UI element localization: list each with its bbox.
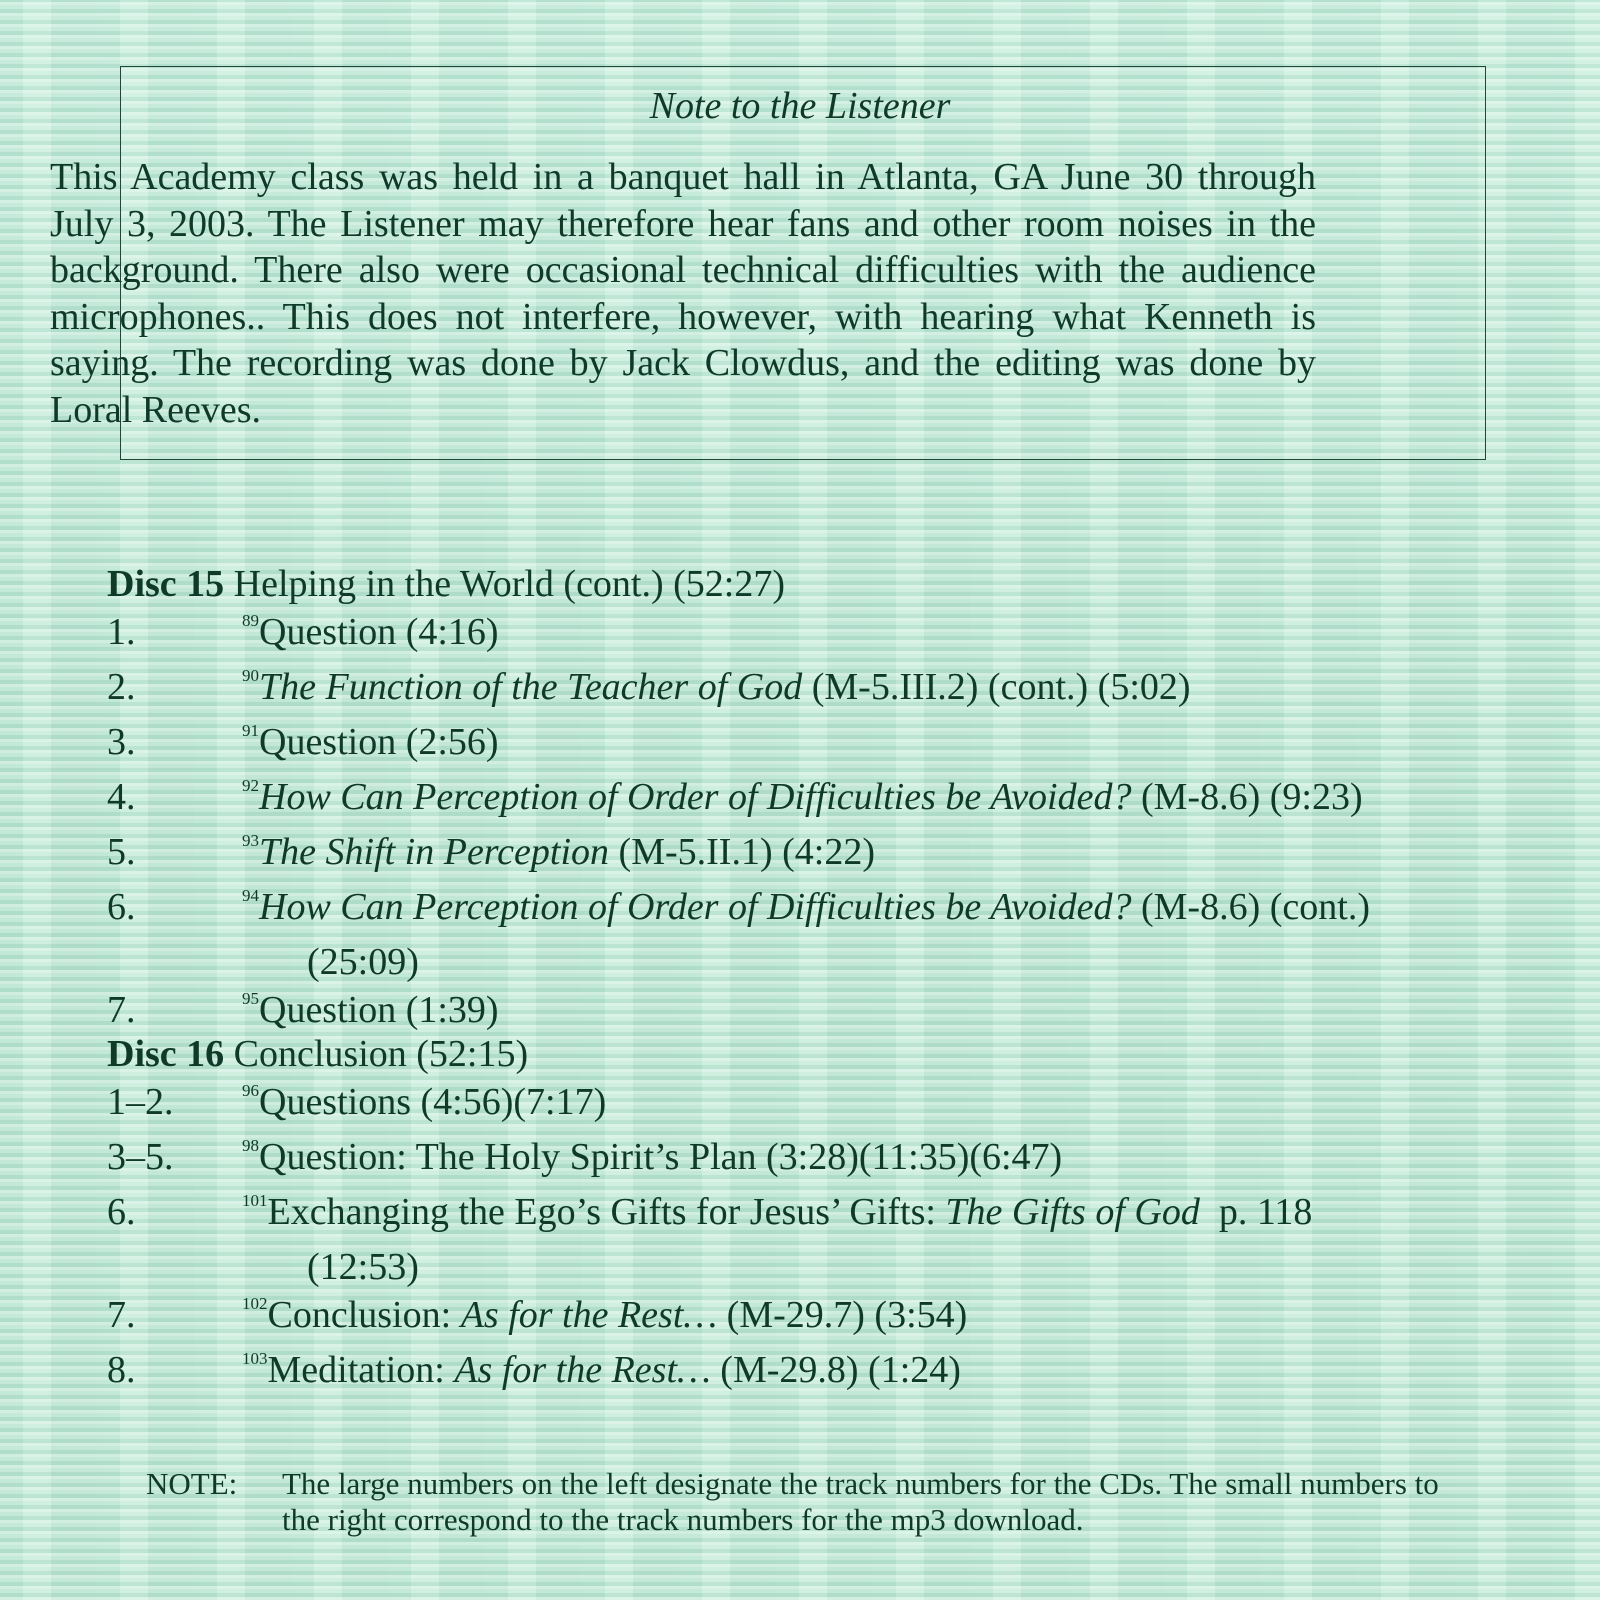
track-italic-title: As for the Rest… [460,1294,718,1336]
track-italic-title: How Can Perception of Order of Difficulties be Avoided? [259,776,1132,818]
track-description [242,883,1507,938]
track-text: p. 118 [1199,1191,1313,1233]
track-italic-title: The Function of the Teacher of God [259,666,803,708]
mp3-track-number: 89 [242,611,259,630]
track-row [107,773,1507,828]
track-description [242,828,1507,883]
track-description [242,773,1507,828]
track-prefix: Meditation: [267,1349,455,1391]
track-description [242,718,1507,773]
track-text: (M-5.III.2) (cont.) (5:02) [802,666,1191,708]
track-italic-title: The Shift in Perception [259,831,610,873]
cd-track-number: 1. [107,611,136,653]
disc-title: Helping in the World (cont.) (52:27) [233,563,786,605]
track-text: Question (4:16) [259,611,499,653]
cd-track-number: 1–2. [107,1081,174,1123]
track-continuation: (12:53) [307,1246,419,1288]
track-text: Questions (4:56)(7:17) [259,1081,607,1123]
track-description [242,1078,1507,1133]
cd-track-number: 6. [107,1191,136,1233]
track-row [107,663,1507,718]
track-list [107,1078,1507,1401]
note-title: Note to the Listener [649,85,951,127]
mp3-track-number: 103 [242,1349,268,1368]
track-text: Question: The Holy Spirit’s Plan (3:28)(11:35)(6:47) [259,1136,1063,1178]
mp3-track-number: 92 [242,776,259,795]
track-italic-title: The Gifts of God [945,1191,1200,1233]
cd-track-number: 7. [107,989,136,1031]
track-text: (M-8.6) (9:23) [1131,776,1363,818]
cd-track-number: 8. [107,1349,136,1391]
track-list [107,608,1507,1041]
mp3-track-number: 102 [242,1294,268,1313]
track-row [107,1188,1507,1291]
track-row [107,883,1507,986]
cd-track-number: 4. [107,776,136,818]
footnote-text: The large numbers on the left designate the track numbers for the CDs. The small numbers to the right correspond to the track numbers for the mp3 download. [282,1466,1439,1537]
track-prefix: Conclusion: [267,1294,461,1336]
mp3-track-number: 101 [242,1191,268,1210]
disc-header [107,1030,1507,1078]
track-description [242,1188,1507,1243]
track-row [107,718,1507,773]
disc-header [107,560,1507,608]
track-description [242,1291,1507,1346]
disc-15-section [107,560,1507,1041]
track-text: Question (2:56) [259,721,499,763]
track-description [242,1346,1507,1401]
cd-track-number: 5. [107,831,136,873]
mp3-track-number: 91 [242,721,259,740]
track-prefix: Exchanging the Ego’s Gifts for Jesus’ Gifts: [267,1191,946,1233]
track-row [107,1078,1507,1133]
track-italic-title: As for the Rest… [454,1349,711,1391]
track-description [242,1133,1507,1188]
footnote [146,1466,1466,1538]
footnote-label: NOTE: [146,1466,238,1501]
track-row [107,1346,1507,1401]
cd-track-number: 3. [107,721,136,763]
track-text: (M-5.II.1) (4:22) [609,831,875,873]
cd-track-number: 2. [107,666,136,708]
note-body: This Academy class was held in a banquet hall in Atlanta, GA June 30 through July 3, 2003. The Listener may therefore hear fans and other room noises in the background. There also were occasional technical difficulties with the audience microphones.. This does not interfere, however, with hearing what Kenneth is saying. The recording was done by Jack Clowdus, and the editing was done by Loral Reeves. [50,156,1316,431]
track-text: (M-29.7) (3:54) [717,1294,968,1336]
track-description [242,663,1507,718]
track-text: (M-29.8) (1:24) [710,1349,961,1391]
mp3-track-number: 98 [242,1136,259,1155]
mp3-track-number: 90 [242,666,259,685]
track-italic-title: How Can Perception of Order of Difficulties be Avoided? [259,886,1132,928]
mp3-track-number: 94 [242,886,259,905]
track-row [107,1133,1507,1188]
disc-16-section [107,1030,1507,1401]
mp3-track-number: 95 [242,989,259,1008]
track-text: (M-8.6) (cont.) [1131,886,1370,928]
track-description [242,608,1507,663]
mp3-track-number: 96 [242,1081,259,1100]
track-row [107,608,1507,663]
disc-label: Disc 16 [107,1033,225,1075]
track-text: Question (1:39) [259,989,499,1031]
disc-label: Disc 15 [107,563,225,605]
cd-track-number: 7. [107,1294,136,1336]
track-row [107,1291,1507,1346]
track-row [107,828,1507,883]
track-continuation: (25:09) [307,941,419,983]
disc-title: Conclusion (52:15) [233,1033,529,1075]
mp3-track-number: 93 [242,831,259,850]
cd-track-number: 6. [107,886,136,928]
cd-track-number: 3–5. [107,1136,174,1178]
